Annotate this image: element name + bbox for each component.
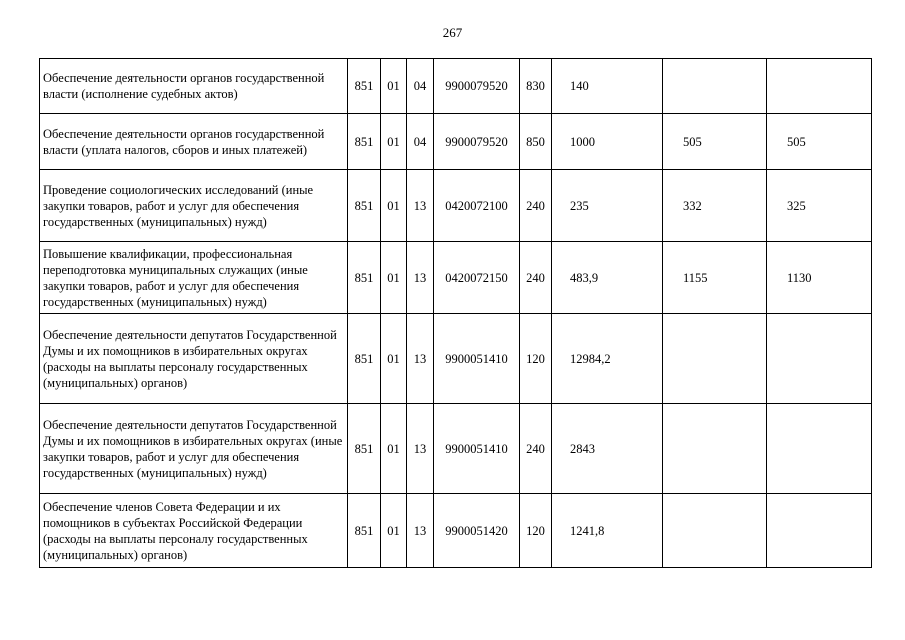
cell-code-1: 851 [348,114,381,170]
cell-sum-2 [663,314,767,404]
cell-code-2: 01 [381,170,407,242]
cell-name: Обеспечение деятельности депутатов Государственной Думы и их помощников в избирательных округах (расходы на выплаты персоналу государственных (муниципальных) органов) [40,314,348,404]
cell-code-5: 120 [520,494,552,568]
cell-sum-1: 2843 [552,404,663,494]
cell-name: Обеспечение членов Совета Федерации и их помощников в субъектах Российской Федерации (расходы на выплаты персоналу государственных (муниципальных) органов) [40,494,348,568]
cell-code-3: 13 [407,170,434,242]
cell-code-3: 04 [407,59,434,114]
cell-code-4: 9900051410 [434,314,520,404]
cell-code-5: 850 [520,114,552,170]
cell-code-5: 830 [520,59,552,114]
cell-sum-3: 505 [767,114,872,170]
cell-sum-3 [767,314,872,404]
cell-code-2: 01 [381,494,407,568]
cell-sum-2: 332 [663,170,767,242]
cell-code-4: 0420072100 [434,170,520,242]
cell-code-4: 0420072150 [434,242,520,314]
table-body [40,59,872,568]
table-row [40,114,872,170]
table-row [40,314,872,404]
cell-code-1: 851 [348,242,381,314]
cell-code-1: 851 [348,494,381,568]
cell-code-2: 01 [381,314,407,404]
cell-code-4: 9900079520 [434,114,520,170]
cell-sum-3 [767,494,872,568]
cell-code-2: 01 [381,242,407,314]
cell-code-2: 01 [381,59,407,114]
cell-sum-3 [767,404,872,494]
cell-code-3: 04 [407,114,434,170]
cell-code-5: 240 [520,404,552,494]
cell-code-3: 13 [407,242,434,314]
cell-name: Обеспечение деятельности органов государственной власти (исполнение судебных актов) [40,59,348,114]
cell-code-5: 240 [520,170,552,242]
budget-table [39,58,872,568]
cell-sum-1: 235 [552,170,663,242]
cell-sum-1: 140 [552,59,663,114]
cell-name: Обеспечение деятельности депутатов Государственной Думы и их помощников в избирательных округах (иные закупки товаров, работ и услуг для обеспечения государственных (муниципальных) нужд) [40,404,348,494]
cell-code-4: 9900051420 [434,494,520,568]
cell-code-2: 01 [381,114,407,170]
cell-name: Обеспечение деятельности органов государственной власти (уплата налогов, сборов и иных платежей) [40,114,348,170]
cell-sum-1: 12984,2 [552,314,663,404]
cell-sum-2: 505 [663,114,767,170]
cell-sum-1: 1241,8 [552,494,663,568]
cell-code-1: 851 [348,59,381,114]
table-row [40,59,872,114]
table-row [40,494,872,568]
cell-sum-2 [663,404,767,494]
cell-code-3: 13 [407,314,434,404]
cell-code-3: 13 [407,494,434,568]
cell-sum-3 [767,59,872,114]
table-row [40,404,872,494]
cell-code-1: 851 [348,170,381,242]
cell-sum-2 [663,494,767,568]
cell-code-3: 13 [407,404,434,494]
cell-sum-3: 1130 [767,242,872,314]
cell-code-5: 240 [520,242,552,314]
cell-code-5: 120 [520,314,552,404]
cell-sum-1: 1000 [552,114,663,170]
cell-sum-3: 325 [767,170,872,242]
table-row [40,242,872,314]
cell-sum-2 [663,59,767,114]
cell-code-2: 01 [381,404,407,494]
cell-code-1: 851 [348,404,381,494]
page-number: 267 [442,25,463,40]
cell-sum-1: 483,9 [552,242,663,314]
cell-code-4: 9900079520 [434,59,520,114]
cell-name: Повышение квалификации, профессиональная переподготовка муниципальных служащих (иные закупки товаров, работ и услуг для обеспечения государственных (муниципальных) нужд) [40,242,348,314]
cell-code-1: 851 [348,314,381,404]
cell-sum-2: 1155 [663,242,767,314]
cell-name: Проведение социологических исследований (иные закупки товаров, работ и услуг для обеспечения государственных (муниципальных) нужд) [40,170,348,242]
cell-code-4: 9900051410 [434,404,520,494]
table-row [40,170,872,242]
